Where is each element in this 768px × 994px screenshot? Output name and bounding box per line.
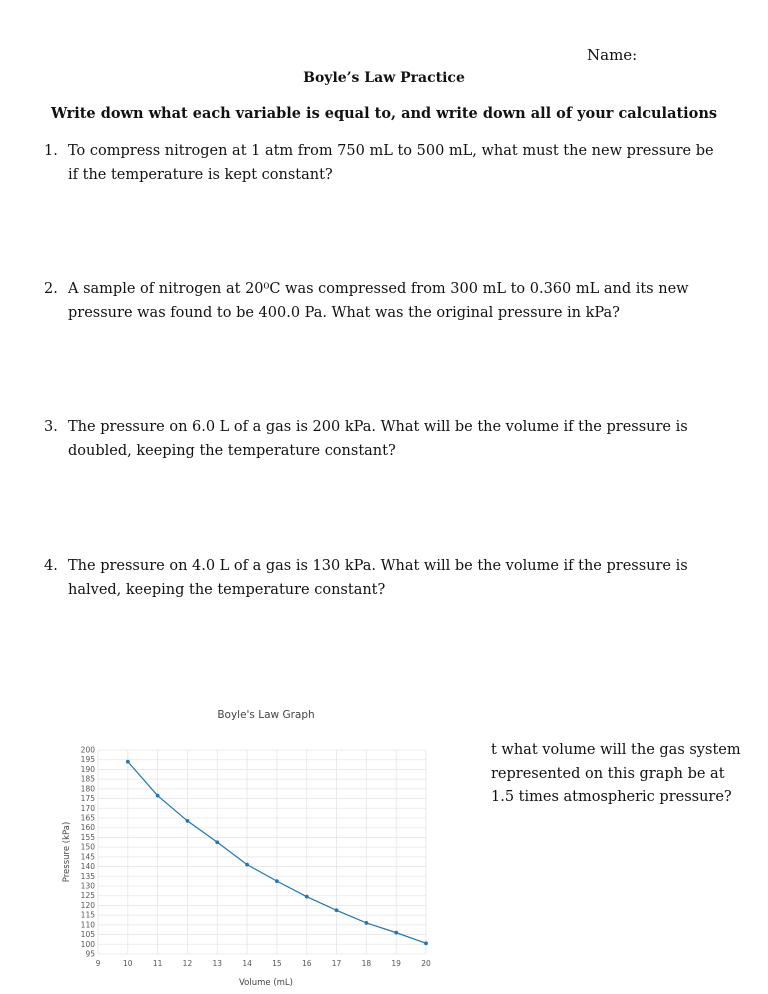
x-tick-label: 13	[212, 959, 223, 968]
data-point	[275, 879, 279, 883]
data-point	[394, 931, 398, 935]
y-tick-label: 190	[80, 764, 95, 774]
y-tick-label: 195	[80, 755, 95, 765]
question-4	[44, 555, 724, 602]
question-number: 3.	[44, 419, 58, 435]
x-tick-label: 11	[152, 959, 163, 968]
x-tick-label: 12	[182, 959, 193, 968]
y-tick-label: 180	[80, 784, 95, 794]
chart-grid	[98, 750, 426, 954]
question-text: To compress nitrogen at 1 atm from 750 mL to 500 mL, what must the new pressure be if the temperature is kept constant?	[68, 143, 714, 183]
y-tick-label: 185	[80, 774, 95, 784]
x-tick-label: 14	[242, 959, 252, 968]
x-tick-label: 20	[421, 959, 431, 968]
y-tick-label: 170	[80, 803, 95, 813]
y-tick-label: 145	[80, 852, 95, 862]
question-5-text: t what volume will the gas system represented on this graph be at 1.5 times atmospheric pressure?	[491, 742, 741, 805]
data-point	[424, 941, 428, 945]
data-point	[126, 760, 130, 764]
y-axis-ticks	[81, 746, 96, 959]
question-text: A sample of nitrogen at 20⁰C was compressed from 300 mL to 0.360 mL and its new pressure was found to be 400.0 Pa. What was the original pressure in kPa?	[68, 281, 689, 321]
instructions: Write down what each variable is equal to, and write down all of your calculations	[50, 105, 718, 122]
data-point	[364, 921, 368, 925]
y-tick-label: 200	[80, 745, 95, 755]
y-tick-label: 105	[80, 930, 95, 940]
data-point	[305, 895, 309, 899]
y-tick-label: 165	[80, 813, 95, 823]
data-point	[335, 908, 339, 912]
x-axis-ticks	[96, 959, 431, 968]
boyles-law-chart	[58, 700, 458, 992]
question-text: The pressure on 4.0 L of a gas is 130 kPa. What will be the volume if the pressure is halved, keeping the temperature constant?	[68, 558, 688, 598]
question-number: 2.	[44, 281, 58, 297]
data-point	[156, 794, 160, 798]
x-tick-label: 16	[301, 959, 312, 968]
y-tick-label: 150	[80, 842, 95, 852]
x-tick-label: 18	[361, 959, 372, 968]
y-tick-label: 135	[80, 871, 95, 881]
y-tick-label: 130	[80, 881, 95, 891]
question-number: 1.	[44, 143, 58, 159]
y-tick-label: 125	[80, 891, 95, 901]
x-tick-label: 19	[391, 959, 401, 968]
y-tick-label: 110	[80, 920, 95, 930]
data-point	[245, 863, 249, 867]
question-3	[44, 416, 724, 463]
data-point	[215, 840, 219, 844]
x-tick-label: 15	[272, 959, 282, 968]
y-tick-label: 120	[80, 900, 95, 910]
question-2	[44, 278, 724, 325]
name-label: Name:	[587, 46, 638, 64]
question-1	[44, 140, 724, 187]
x-tick-label: 10	[123, 959, 133, 968]
y-tick-label: 100	[80, 939, 95, 949]
y-tick-label: 160	[80, 823, 95, 833]
x-tick-label: 9	[95, 959, 101, 968]
x-tick-label: 17	[331, 959, 342, 968]
x-axis-label: Volume (mL)	[239, 978, 293, 988]
y-tick-label: 95	[85, 949, 95, 959]
chart-title: Boyle's Law Graph	[217, 709, 315, 721]
data-point	[186, 819, 190, 823]
y-tick-label: 140	[80, 862, 95, 872]
y-tick-label: 175	[80, 794, 95, 804]
page-title: Boyle’s Law Practice	[303, 70, 465, 86]
y-axis-label: Pressure (kPa)	[62, 821, 72, 883]
question-number: 4.	[44, 558, 58, 574]
question-text: The pressure on 6.0 L of a gas is 200 kPa. What will be the volume if the pressure is doubled, keeping the temperature constant?	[68, 419, 688, 459]
y-tick-label: 115	[80, 910, 95, 920]
y-tick-label: 155	[80, 832, 95, 842]
